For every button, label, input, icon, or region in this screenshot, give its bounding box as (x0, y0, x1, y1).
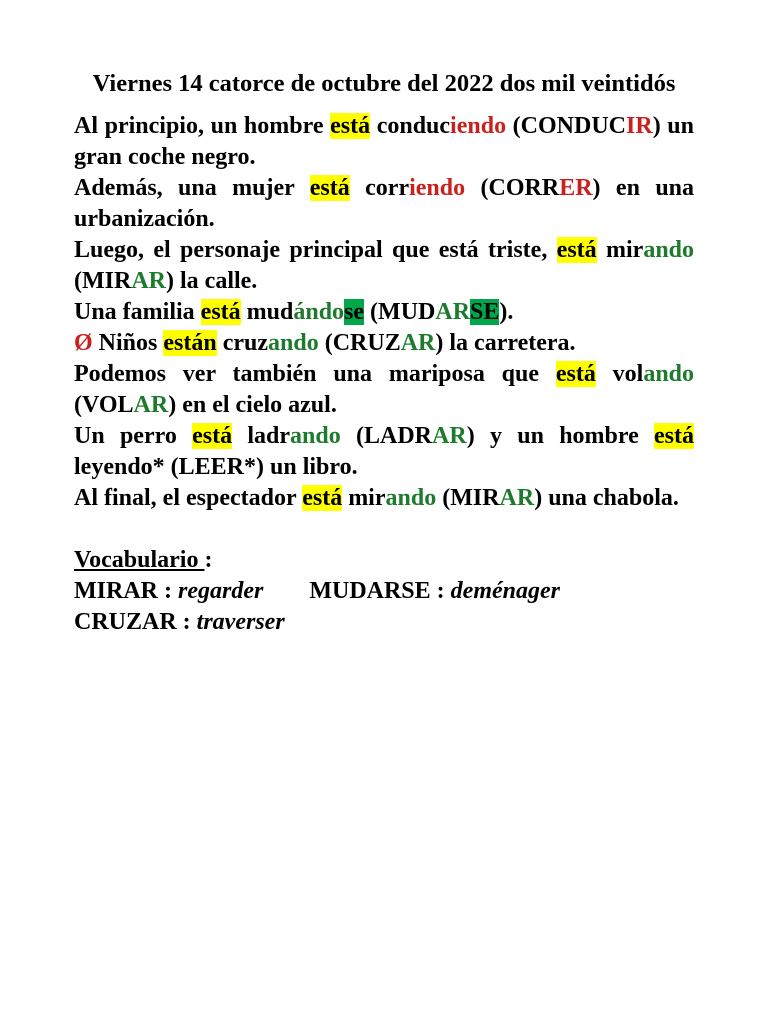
story-sentence (74, 111, 694, 173)
text-segment: vol (595, 361, 644, 387)
text-segment: mir (596, 237, 644, 263)
vocabulary-section (74, 545, 694, 638)
vocab-separator: : (176, 609, 197, 635)
red-ending: Ø (74, 330, 93, 356)
text-segment: mir (342, 485, 386, 511)
text-segment: ) y un hombre (466, 423, 655, 449)
highlighted-verb-estar: está (309, 175, 350, 201)
highlighted-verb-estar: está (556, 237, 597, 263)
text-segment: ladr (232, 423, 291, 449)
vocab-translation: traverser (196, 609, 285, 635)
story-sentence (74, 483, 694, 514)
green-ending: ando (385, 485, 437, 511)
story-paragraphs (74, 111, 694, 514)
text-segment: conduc (370, 113, 451, 139)
vocab-translation: deménager (450, 578, 560, 604)
vocab-separator: : (158, 578, 178, 604)
green-ending: ándo (293, 299, 345, 325)
story-sentence (74, 297, 694, 328)
vocabulary-row-1 (74, 576, 694, 607)
vocabulary-heading: Vocabulario (74, 547, 205, 573)
text-segment: Un perro (74, 423, 193, 449)
text-segment: ) una chabola. (534, 485, 679, 511)
vocab-word: MUDARSE (309, 578, 431, 604)
text-segment: ) en una urbanización. (74, 175, 695, 232)
text-segment: ) la calle. (166, 268, 258, 294)
text-segment: Niños (92, 330, 164, 356)
text-segment: Podemos ver también una mariposa que (74, 361, 556, 387)
highlighted-verb-estar: están (163, 330, 217, 356)
red-ending: ER (559, 175, 593, 201)
text-segment: ) un gran coche negro. (74, 113, 694, 170)
text-segment: Al final, el espectador (74, 485, 303, 511)
text-segment: Además, una mujer (74, 175, 310, 201)
text-segment: ). (499, 299, 514, 325)
highlighted-verb-estar: está (654, 423, 695, 449)
highlighted-verb-estar: está (192, 423, 233, 449)
vocab-word: CRUZAR (74, 609, 177, 635)
vocabulary-heading-colon: : (204, 547, 213, 573)
text-segment: ) en el cielo azul. (168, 392, 337, 418)
text-segment: cruz (216, 330, 269, 356)
red-ending: iendo (409, 175, 466, 201)
green-ending: AR (499, 485, 535, 511)
document-title: Viernes 14 catorce de octubre del 2022 dos mil veintidós (92, 70, 676, 97)
green-ending: AR (400, 330, 436, 356)
green-ending: AR (435, 299, 471, 325)
vocab-translation: regarder (178, 578, 264, 604)
green-ending: ando (643, 361, 695, 387)
vocab-word: MIRAR (74, 578, 158, 604)
vocab-separator: : (430, 578, 451, 604)
highlighted-verb-estar: está (302, 485, 343, 511)
red-ending: iendo (450, 113, 507, 139)
text-segment: (MIR (74, 268, 132, 294)
story-sentence (74, 359, 694, 421)
text-segment: (MIR (436, 485, 500, 511)
text-segment: (LADR (340, 423, 433, 449)
highlighted-verb-estar: está (200, 299, 241, 325)
story-sentence (74, 235, 694, 297)
green-ending: AR (133, 392, 169, 418)
highlighted-verb-estar: está (330, 113, 371, 139)
text-segment: leyendo* (LEER*) un libro. (74, 454, 358, 480)
document-page (74, 68, 694, 638)
highlighted-pronoun: SE (470, 299, 500, 325)
red-ending: IR (626, 113, 653, 139)
text-segment: Una familia (74, 299, 201, 325)
story-sentence (74, 328, 694, 359)
text-segment: ) la carretera. (435, 330, 576, 356)
text-segment: (CORR (465, 175, 560, 201)
story-sentence (74, 421, 694, 483)
highlighted-verb-estar: está (555, 361, 596, 387)
green-ending: AR (432, 423, 467, 449)
green-ending: ando (643, 237, 695, 263)
story-sentence (74, 173, 694, 235)
text-segment: Al principio, un hombre (74, 113, 331, 139)
text-segment: (VOL (74, 392, 134, 418)
text-segment: (CONDUC (506, 113, 627, 139)
highlighted-pronoun: se (344, 299, 365, 325)
text-segment: Luego, el personaje principal que está triste, (74, 237, 557, 263)
green-ending: ando (268, 330, 319, 356)
vocabulary-heading-line (74, 545, 694, 576)
text-segment: (CRUZ (318, 330, 401, 356)
green-ending: AR (131, 268, 166, 294)
text-segment: (MUD (364, 299, 436, 325)
vocabulary-row-2 (74, 607, 694, 638)
text-segment: mud (240, 299, 294, 325)
text-segment: corr (349, 175, 410, 201)
green-ending: ando (290, 423, 341, 449)
